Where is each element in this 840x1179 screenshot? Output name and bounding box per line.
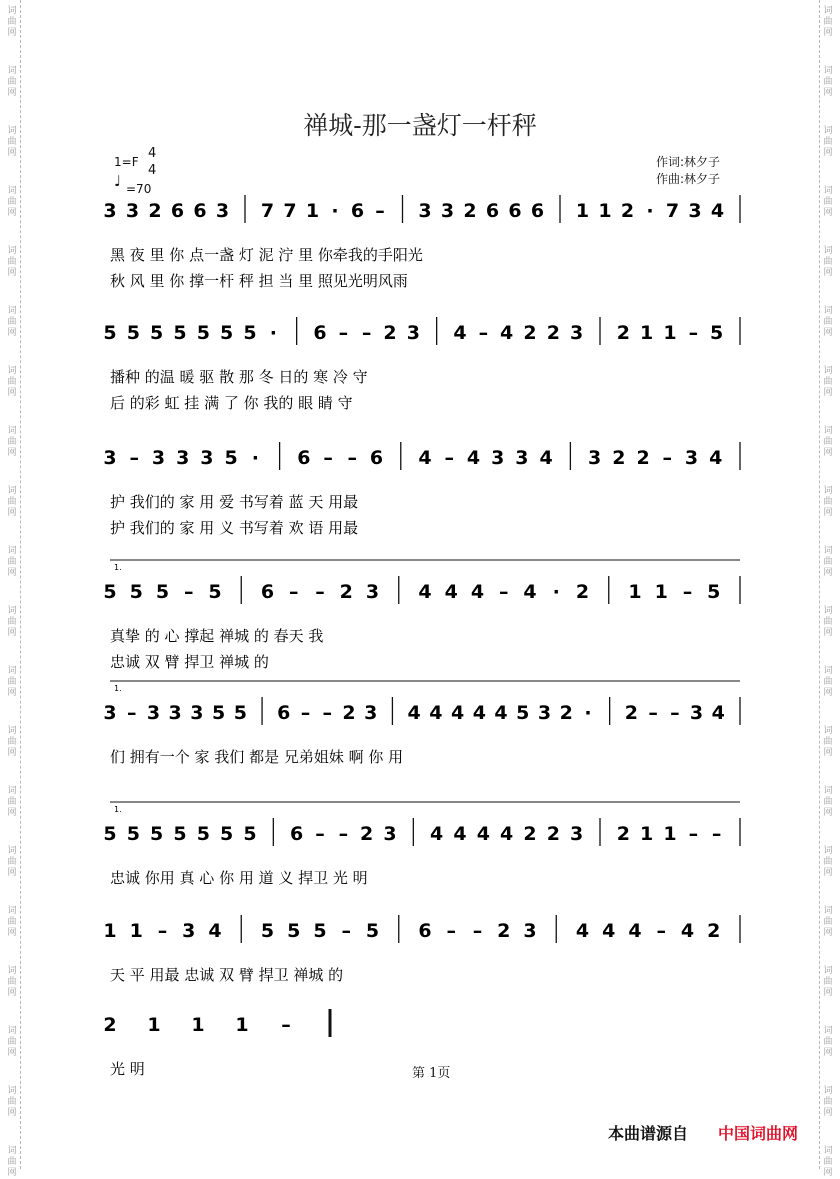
note: 5 bbox=[220, 823, 234, 845]
watermark-text: 词 曲 网 bbox=[7, 666, 17, 698]
note: 3 bbox=[406, 322, 420, 344]
note: – bbox=[662, 447, 673, 469]
quarter-note-icon: ♩ bbox=[114, 172, 122, 190]
note: 1 bbox=[103, 920, 117, 942]
lyric-line-1: 天 平 用最 忠诚 双 臂 捍卫 禅城 的 bbox=[110, 966, 344, 984]
note: 2 bbox=[463, 200, 477, 222]
lyric-line-1: 真挚 的 心 撑起 禅城 的 春天 我 bbox=[110, 627, 324, 645]
lyric-line-1: 黑 夜 里 你 点一盏 灯 泥 泞 里 你牵我的手阳光 bbox=[110, 246, 423, 264]
note: 5 bbox=[126, 823, 140, 845]
note: – bbox=[341, 920, 351, 942]
note: 4 bbox=[418, 581, 432, 603]
note: – bbox=[157, 920, 168, 942]
watermark-text: 词 曲 网 bbox=[7, 306, 17, 338]
note: 3 bbox=[440, 200, 455, 222]
note: 2 bbox=[148, 200, 162, 222]
note: – bbox=[361, 322, 372, 344]
note: 3 bbox=[182, 920, 196, 942]
note: 5 bbox=[129, 581, 143, 603]
watermark-text: 词 曲 网 bbox=[823, 666, 833, 698]
note: · bbox=[552, 581, 560, 603]
note: 4 bbox=[523, 581, 537, 603]
note: 5 bbox=[212, 702, 226, 724]
note: 1 bbox=[147, 1014, 161, 1036]
note: 4 bbox=[470, 581, 485, 603]
note: – bbox=[375, 200, 385, 222]
note: 2 bbox=[620, 200, 635, 222]
watermark-text: 词 曲 网 bbox=[7, 906, 17, 938]
note: 4 bbox=[500, 322, 514, 344]
note: – bbox=[446, 920, 456, 942]
lyric-line-1: 们 拥有一个 家 我们 都是 兄弟姐妹 啊 你 用 bbox=[110, 748, 404, 766]
page-number: 第 1页 bbox=[412, 1066, 451, 1081]
note: 1 bbox=[640, 823, 654, 845]
note: 4 bbox=[208, 920, 222, 942]
note: – bbox=[315, 581, 325, 603]
note: 3 bbox=[383, 823, 397, 845]
watermark-text: 词 曲 网 bbox=[823, 486, 833, 518]
lyric-line-2: 忠诚 双 臂 捍卫 禅城 的 bbox=[110, 653, 269, 671]
watermark-text: 词 曲 网 bbox=[823, 1026, 833, 1058]
watermark-text: 词 曲 网 bbox=[823, 1146, 833, 1178]
note: 3 bbox=[570, 322, 584, 344]
watermark-text: 词 曲 网 bbox=[7, 366, 17, 398]
note: 5 bbox=[287, 920, 301, 942]
note: 4 bbox=[450, 702, 465, 724]
note: 6 bbox=[313, 322, 327, 344]
note: 3 bbox=[689, 702, 704, 724]
note: – bbox=[322, 702, 332, 724]
note: 3 bbox=[215, 200, 230, 222]
watermark-text: 词 曲 网 bbox=[7, 786, 17, 818]
note: 2 bbox=[636, 447, 650, 469]
note: – bbox=[338, 322, 349, 344]
watermark-text: 词 曲 网 bbox=[823, 846, 833, 878]
note: 1 bbox=[663, 322, 677, 344]
note: 3 bbox=[684, 447, 699, 469]
source-site-link[interactable]: 中国词曲网 bbox=[718, 1124, 799, 1143]
note: 3 bbox=[418, 200, 432, 222]
lyric-line-1: 护 我们的 家 用 爱 书写着 蓝 天 用最 bbox=[110, 493, 359, 511]
watermark-text: 词 曲 网 bbox=[7, 6, 17, 38]
watermark-text: 词 曲 网 bbox=[7, 246, 17, 278]
watermark-text: 词 曲 网 bbox=[7, 966, 17, 998]
lyric-line-1: 播种 的温 暖 驱 散 那 冬 日的 寒 冷 守 bbox=[110, 368, 368, 386]
note: – bbox=[648, 702, 658, 724]
note: 4 bbox=[575, 920, 590, 942]
note: · bbox=[584, 702, 592, 724]
note: 3 bbox=[523, 920, 537, 942]
note: 4 bbox=[711, 702, 725, 724]
note: – bbox=[478, 322, 489, 344]
note: 4 bbox=[444, 581, 458, 603]
note: 1 bbox=[235, 1014, 249, 1036]
note: – bbox=[711, 823, 722, 845]
note: 5 bbox=[224, 447, 238, 469]
note: 4 bbox=[709, 447, 723, 469]
note: 4 bbox=[539, 447, 553, 469]
note: – bbox=[323, 447, 333, 469]
note: 4 bbox=[453, 823, 467, 845]
note: – bbox=[184, 581, 194, 603]
watermark-text: 词 曲 网 bbox=[823, 726, 833, 758]
note: 4 bbox=[602, 920, 616, 942]
note: – bbox=[315, 823, 325, 845]
watermark-text: 词 曲 网 bbox=[823, 306, 833, 338]
note: 5 bbox=[313, 920, 327, 942]
note: – bbox=[347, 447, 358, 469]
note: 5 bbox=[220, 322, 234, 344]
note: 1 bbox=[598, 200, 612, 222]
lyric-line-1: 光 明 bbox=[110, 1060, 145, 1078]
watermark-text: 词 曲 网 bbox=[823, 546, 833, 578]
note: – bbox=[126, 702, 137, 724]
note: 6 bbox=[277, 702, 291, 724]
note: 5 bbox=[155, 581, 170, 603]
note: 2 bbox=[523, 823, 537, 845]
note: 2 bbox=[339, 581, 353, 603]
note: – bbox=[281, 1014, 291, 1036]
note: 4 bbox=[710, 200, 725, 222]
volta-number: 1. bbox=[114, 805, 122, 814]
source-label: 本曲谱源自 bbox=[608, 1124, 689, 1143]
note: 3 bbox=[176, 447, 190, 469]
note: 5 bbox=[150, 823, 164, 845]
note: 1 bbox=[628, 581, 642, 603]
note: 2 bbox=[612, 447, 626, 469]
note: 6 bbox=[170, 200, 185, 222]
note: 2 bbox=[616, 322, 630, 344]
note: 5 bbox=[208, 581, 222, 603]
watermark-text: 词 曲 网 bbox=[823, 606, 833, 638]
note: 4 bbox=[680, 920, 695, 942]
note: – bbox=[338, 823, 349, 845]
note: 5 bbox=[243, 823, 257, 845]
note: 5 bbox=[707, 581, 721, 603]
note: – bbox=[499, 581, 509, 603]
watermark-text: 词 曲 网 bbox=[823, 426, 833, 458]
note: 5 bbox=[260, 920, 275, 942]
watermark-text: 词 曲 网 bbox=[823, 906, 833, 938]
note: 5 bbox=[103, 322, 117, 344]
note: 3 bbox=[125, 200, 140, 222]
note: 3 bbox=[491, 447, 505, 469]
note: 4 bbox=[628, 920, 642, 942]
note: 7 bbox=[665, 200, 680, 222]
note: 5 bbox=[196, 322, 210, 344]
note: 3 bbox=[103, 447, 117, 469]
note: – bbox=[688, 823, 699, 845]
watermark-text: 词 曲 网 bbox=[823, 6, 833, 38]
note: 2 bbox=[497, 920, 511, 942]
note: 1 bbox=[640, 322, 654, 344]
note: – bbox=[682, 581, 693, 603]
lyricist: 作词:林夕子 bbox=[656, 155, 721, 169]
note: 3 bbox=[168, 702, 182, 724]
note: 5 bbox=[516, 702, 530, 724]
time-signature-top: 4 bbox=[148, 146, 157, 161]
song-title: 禅城-那一盏灯一杆秤 bbox=[303, 111, 537, 140]
note: 2 bbox=[624, 702, 638, 724]
note: 6 bbox=[530, 200, 545, 222]
note: 3 bbox=[587, 447, 602, 469]
note: 3 bbox=[537, 702, 552, 724]
note: · bbox=[646, 200, 654, 222]
note: 6 bbox=[369, 447, 384, 469]
note: 3 bbox=[146, 702, 161, 724]
note: 7 bbox=[283, 200, 297, 222]
note: 1 bbox=[663, 823, 677, 845]
note: 6 bbox=[350, 200, 365, 222]
watermark-text: 词 曲 网 bbox=[823, 1086, 833, 1118]
note: 4 bbox=[418, 447, 432, 469]
note: 6 bbox=[508, 200, 522, 222]
note: 2 bbox=[360, 823, 374, 845]
watermark-text: 词 曲 网 bbox=[823, 246, 833, 278]
note: – bbox=[656, 920, 666, 942]
watermark-text: 词 曲 网 bbox=[7, 1146, 17, 1178]
note: 5 bbox=[173, 823, 187, 845]
lyric-line-2: 秋 风 里 你 撑一杆 秤 担 当 里 照见光明风雨 bbox=[110, 272, 408, 290]
key-signature: 1=F bbox=[114, 155, 139, 169]
note: 3 bbox=[364, 702, 378, 724]
watermark-text: 词 曲 网 bbox=[823, 126, 833, 158]
note: 7 bbox=[260, 200, 275, 222]
time-signature-bottom: 4 bbox=[148, 163, 157, 178]
watermark-text: 词 曲 网 bbox=[823, 366, 833, 398]
note: 1 bbox=[129, 920, 143, 942]
lyric-line-1: 忠诚 你用 真 心 你 用 道 义 捍卫 光 明 bbox=[110, 869, 368, 887]
volta-number: 1. bbox=[114, 563, 122, 572]
note: 2 bbox=[616, 823, 630, 845]
note: 2 bbox=[707, 920, 721, 942]
note: 5 bbox=[196, 823, 210, 845]
note: 2 bbox=[575, 581, 590, 603]
note: 5 bbox=[365, 920, 380, 942]
watermark-text: 词 曲 网 bbox=[823, 966, 833, 998]
note: 5 bbox=[173, 322, 187, 344]
note: 1 bbox=[654, 581, 668, 603]
composer: 作曲:林夕子 bbox=[656, 172, 721, 186]
watermark-text: 词 曲 网 bbox=[7, 1086, 17, 1118]
note: – bbox=[129, 447, 139, 469]
note: 4 bbox=[430, 823, 444, 845]
lyric-line-2: 护 我们的 家 用 义 书写着 欢 语 用最 bbox=[110, 519, 359, 537]
watermark-text: 词 曲 网 bbox=[7, 846, 17, 878]
note: – bbox=[472, 920, 483, 942]
note: – bbox=[289, 581, 299, 603]
note: 5 bbox=[103, 823, 117, 845]
note: 4 bbox=[472, 702, 486, 724]
tempo: =70 bbox=[126, 182, 152, 196]
note: 6 bbox=[485, 200, 500, 222]
note: 2 bbox=[383, 322, 397, 344]
note: 1 bbox=[191, 1014, 205, 1036]
note: 5 bbox=[710, 322, 724, 344]
note: – bbox=[444, 447, 454, 469]
note: 6 bbox=[290, 823, 304, 845]
lyric-line-2: 后 的彩 虹 挂 满 了 你 我的 眼 睛 守 bbox=[110, 394, 353, 412]
watermark-text: 词 曲 网 bbox=[7, 66, 17, 98]
note: 2 bbox=[523, 322, 537, 344]
watermark-text: 词 曲 网 bbox=[7, 426, 17, 458]
note: 4 bbox=[407, 702, 421, 724]
note: 2 bbox=[546, 823, 560, 845]
note: 5 bbox=[150, 322, 164, 344]
watermark-text: 词 曲 网 bbox=[823, 186, 833, 218]
note: 4 bbox=[466, 447, 481, 469]
watermark-text: 词 曲 网 bbox=[823, 66, 833, 98]
note: 3 bbox=[151, 447, 166, 469]
note: 2 bbox=[546, 322, 560, 344]
note: 3 bbox=[103, 200, 117, 222]
note: · bbox=[269, 322, 277, 344]
note: 3 bbox=[570, 823, 584, 845]
note: 3 bbox=[515, 447, 529, 469]
note: 2 bbox=[559, 702, 573, 724]
note: 4 bbox=[500, 823, 514, 845]
note: · bbox=[251, 447, 259, 469]
note: 2 bbox=[103, 1014, 117, 1036]
watermark-text: 词 曲 网 bbox=[7, 186, 17, 218]
note: 3 bbox=[103, 702, 117, 724]
note: 5 bbox=[126, 322, 140, 344]
note: – bbox=[300, 702, 311, 724]
note: 1 bbox=[575, 200, 590, 222]
note: 4 bbox=[494, 702, 508, 724]
note: 6 bbox=[193, 200, 207, 222]
note: 5 bbox=[103, 581, 117, 603]
note: 2 bbox=[342, 702, 356, 724]
watermark-text: 词 曲 网 bbox=[7, 1026, 17, 1058]
note: 6 bbox=[297, 447, 311, 469]
watermark-text: 词 曲 网 bbox=[7, 606, 17, 638]
note: 5 bbox=[243, 322, 257, 344]
note: 3 bbox=[365, 581, 380, 603]
note: 4 bbox=[476, 823, 490, 845]
note: 1 bbox=[305, 200, 320, 222]
note: 6 bbox=[260, 581, 275, 603]
note: 4 bbox=[429, 702, 443, 724]
watermark-text: 词 曲 网 bbox=[823, 786, 833, 818]
watermark-text: 词 曲 网 bbox=[7, 726, 17, 758]
note: – bbox=[670, 702, 680, 724]
note: 4 bbox=[453, 322, 467, 344]
note: 3 bbox=[688, 200, 702, 222]
watermark-text: 词 曲 网 bbox=[7, 486, 17, 518]
note: – bbox=[688, 322, 699, 344]
watermark-text: 词 曲 网 bbox=[7, 546, 17, 578]
watermark-text: 词 曲 网 bbox=[7, 126, 17, 158]
note: 3 bbox=[190, 702, 204, 724]
note: · bbox=[331, 200, 339, 222]
note: 5 bbox=[233, 702, 247, 724]
note: 6 bbox=[418, 920, 432, 942]
volta-number: 1. bbox=[114, 684, 122, 693]
note: 3 bbox=[200, 447, 214, 469]
